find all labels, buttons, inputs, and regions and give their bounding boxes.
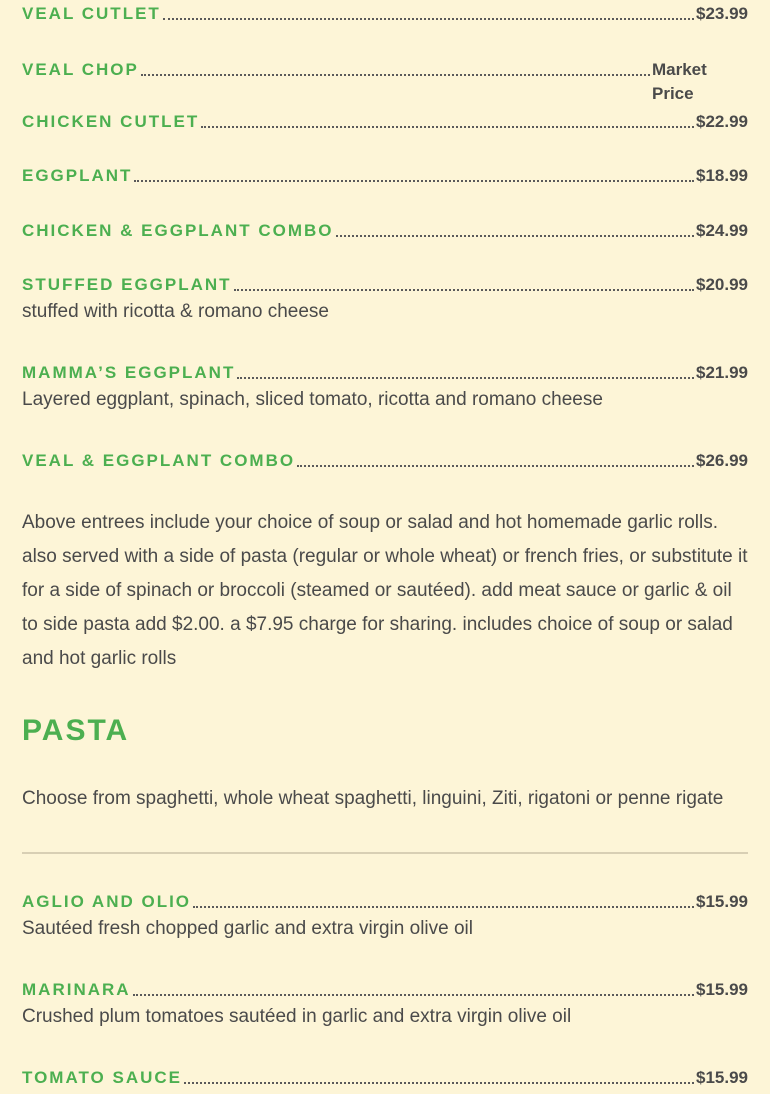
item-name: MARINARA [22, 980, 131, 999]
item-name: VEAL CHOP [22, 60, 139, 79]
item-description: Sautéed fresh chopped garlic and extra virgin olive oil [22, 918, 473, 939]
item-name: TOMATO SAUCE [22, 1068, 183, 1087]
item-price: $21.99 [696, 363, 748, 382]
menu-item-chicken-cutlet [22, 112, 748, 132]
item-price: $23.99 [696, 4, 748, 23]
item-price: Market Price [652, 60, 707, 103]
dot-leader [141, 73, 650, 76]
menu-item-chicken-eggplant-combo [22, 221, 748, 241]
item-price: $22.99 [696, 112, 748, 131]
item-name: VEAL & EGGPLANT COMBO [22, 451, 296, 470]
dot-leader [297, 464, 694, 467]
dot-leader [193, 905, 694, 908]
menu-item-mammas-eggplant [22, 363, 748, 411]
item-name: VEAL CUTLET [22, 4, 161, 23]
menu-item-veal-cutlet [22, 4, 748, 24]
item-price: $18.99 [696, 166, 748, 185]
item-price: $15.99 [696, 980, 748, 999]
dot-leader [133, 993, 694, 996]
item-price: $20.99 [696, 275, 748, 294]
dot-leader [234, 288, 694, 291]
menu-item-aglio-olio [22, 892, 748, 940]
item-name: AGLIO AND OLIO [22, 892, 192, 911]
item-price: $26.99 [696, 451, 748, 470]
dot-leader [336, 234, 695, 237]
menu-item-marinara [22, 980, 748, 1028]
dot-leader [163, 17, 694, 20]
dot-leader [201, 125, 694, 128]
item-name: EGGPLANT [22, 166, 133, 185]
dot-leader [134, 179, 694, 182]
item-name: MAMMA’S EGGPLANT [22, 363, 236, 382]
item-name: STUFFED EGGPLANT [22, 275, 232, 294]
entree-note: Above entrees include your choice of soup or salad and hot homemade garlic rolls. also served with a side of pasta (regular or whole wheat) or french fries, or substitute it for a side of spinach or broccoli (steamed or sautéed). add meat sauce or garlic & oil to side pasta add $2.00. a $7.95 charge for sharing. includes choice of soup or salad and hot garlic rolls [22, 512, 748, 669]
dot-leader [237, 376, 694, 379]
item-description: Crushed plum tomatoes sautéed in garlic and extra virgin olive oil [22, 1006, 572, 1027]
item-price: $15.99 [696, 1068, 748, 1087]
menu-item-stuffed-eggplant [22, 275, 748, 323]
divider [22, 852, 748, 854]
item-name: CHICKEN & EGGPLANT COMBO [22, 221, 334, 240]
item-description: stuffed with ricotta & romano cheese [22, 301, 329, 322]
item-price: $24.99 [696, 221, 748, 240]
item-price: $15.99 [696, 892, 748, 911]
menu-item-tomato-sauce [22, 1068, 748, 1088]
section-title-pasta: PASTA [22, 714, 130, 747]
item-description: Layered eggplant, spinach, sliced tomato, ricotta and romano cheese [22, 389, 603, 410]
section-subtitle: Choose from spaghetti, whole wheat spaghetti, linguini, Ziti, rigatoni or penne rigate [22, 788, 724, 809]
menu-item-veal-chop [22, 58, 748, 103]
item-name: CHICKEN CUTLET [22, 112, 200, 131]
menu-item-veal-eggplant-combo [22, 451, 748, 471]
menu-item-eggplant [22, 166, 748, 186]
dot-leader [184, 1081, 694, 1084]
